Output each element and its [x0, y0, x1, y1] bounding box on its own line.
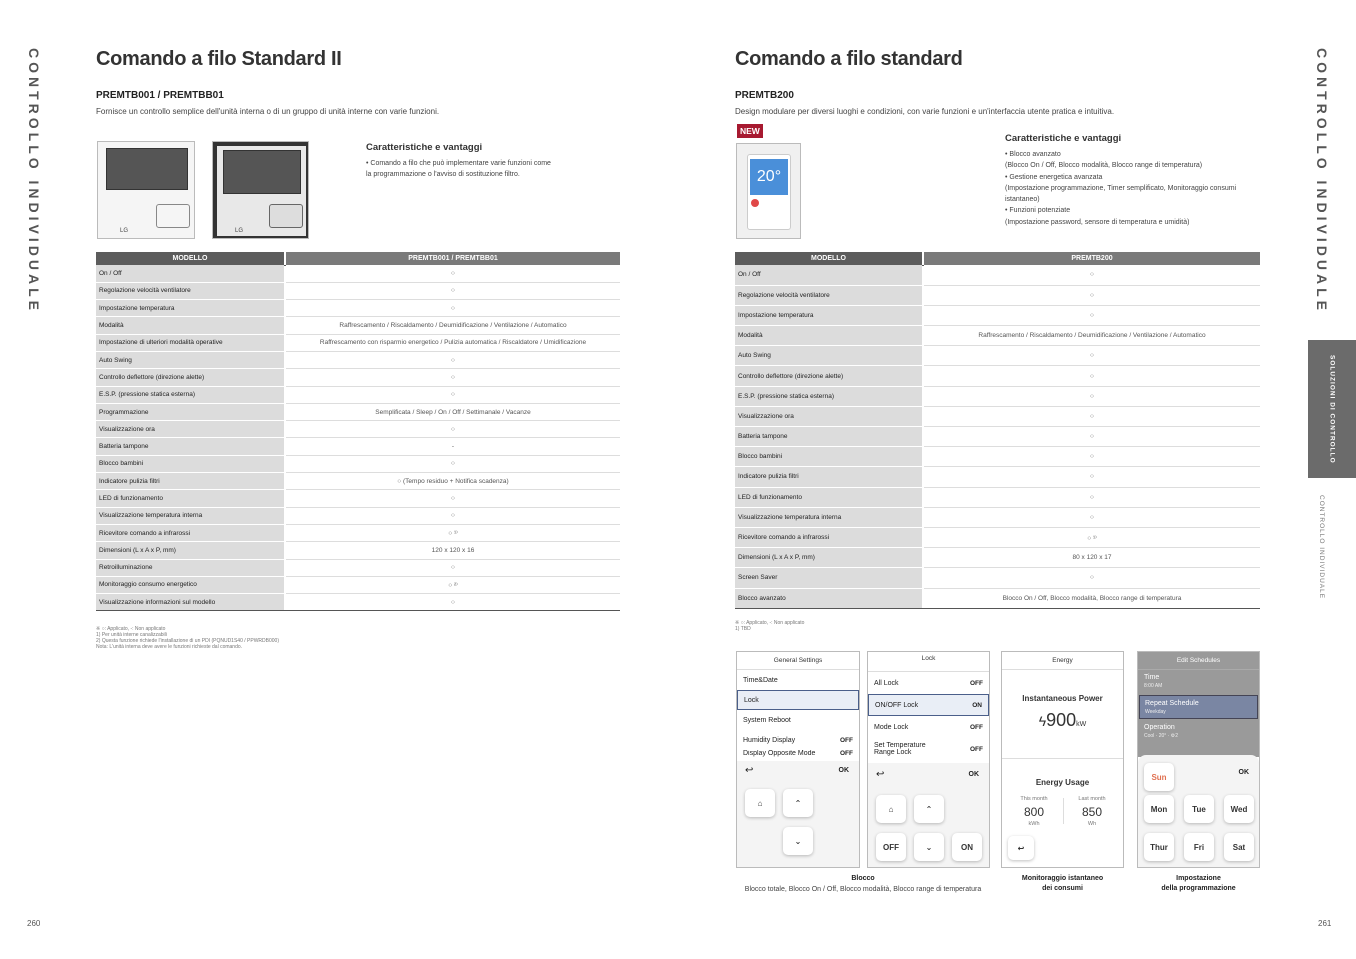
table-row [96, 542, 620, 559]
right-spec-table [735, 252, 1260, 609]
feature-value: Semplificata / Sleep / On / Off / Settimanale / Vacanze [286, 403, 620, 420]
side-tab-active[interactable]: SOLUZIONI DI CONTROLLO [1308, 340, 1356, 478]
feature-value: ○ (Tempo residuo + Notifica scadenza) [286, 473, 620, 490]
day-button-wed[interactable]: Wed [1224, 795, 1254, 823]
chevron-up-icon[interactable]: ⌃ [914, 795, 944, 823]
right-page-title: Comando a filo standard [735, 48, 963, 70]
off-button[interactable]: OFF [876, 833, 906, 861]
feature-value: ○ [286, 594, 620, 611]
table-row [735, 285, 1260, 305]
table-row [96, 369, 620, 386]
device-image-black [212, 141, 309, 239]
table-row [735, 265, 1260, 285]
feature-label: Controllo deflettore (direzione alette) [96, 369, 284, 386]
feature-label: Controllo deflettore (direzione alette) [735, 366, 922, 386]
table-row [735, 527, 1260, 547]
table-row [735, 467, 1260, 487]
power-icon [751, 199, 759, 207]
operation-label: Operation [1144, 724, 1175, 731]
feature-label: Batteria tampone [735, 427, 922, 447]
lock-row[interactable]: Set Temperature Range Lock OFF [874, 742, 983, 756]
device-body [747, 154, 791, 230]
feature-label: LED di funzionamento [735, 487, 922, 507]
right-features-title: Caratteristiche e vantaggi [1005, 133, 1122, 144]
table-header-product: PREMTB200 [924, 252, 1260, 265]
screen-lock [867, 651, 990, 868]
left-page-number: 260 [27, 919, 41, 928]
instantaneous-power-value: ϟ900kW [1038, 710, 1087, 730]
table-row [735, 588, 1260, 608]
left-model-code: PREMTB001 / PREMTBB01 [96, 90, 224, 101]
feature-label: Auto Swing [96, 351, 284, 368]
setting-row[interactable]: Display Opposite Mode OFF [743, 750, 853, 757]
lcd-screen [106, 148, 188, 190]
divider [1063, 798, 1064, 824]
screen-edit-schedules [1137, 651, 1260, 868]
table-row [96, 300, 620, 317]
left-features-list: • Comando a filo che può implementare varie funzioni come la programmazione o l'avviso di sostituzione filtro. [366, 160, 551, 179]
chevron-up-icon[interactable]: ⌃ [783, 789, 813, 817]
feature-label: Ricevitore comando a infrarossi [96, 524, 284, 541]
feature-label: Ricevitore comando a infrarossi [735, 527, 922, 547]
feature-value: Raffrescamento / Riscaldamento / Deumidificazione / Ventilazione / Automatico [924, 326, 1260, 346]
setting-row[interactable]: Time&Date [743, 676, 778, 684]
home-icon[interactable]: ⌂ [745, 789, 775, 817]
feature-value: ○ [286, 369, 620, 386]
feature-value: ○ [924, 366, 1260, 386]
day-picker [1138, 755, 1259, 867]
feature-value: Blocco On / Off, Blocco modalità, Blocco range di temperatura [924, 588, 1260, 608]
feature-value: ○ ¹⁾ [286, 524, 620, 541]
right-page-number: 261 [1318, 919, 1332, 928]
lock-row-selected[interactable]: ON/OFF Lock ON [868, 694, 989, 716]
feature-label: Screen Saver [735, 568, 922, 588]
feature-value: ○ [924, 265, 1260, 285]
table-row [96, 576, 620, 593]
table-row [96, 403, 620, 420]
feature-value: ○ [286, 265, 620, 282]
table-row [735, 305, 1260, 325]
back-icon[interactable]: ↩ [876, 769, 885, 780]
time-label: Time [1144, 674, 1160, 681]
caption-blocco: Blocco [851, 875, 875, 882]
this-month-value: 800 [1023, 805, 1045, 819]
feature-label: Regolazione velocità ventilatore [96, 282, 284, 299]
device-image-premtb200 [736, 143, 801, 239]
feature-label: Impostazione temperatura [96, 300, 284, 317]
feature-label: Impostazione di ulteriori modalità operative [96, 334, 284, 351]
day-button-fri[interactable]: Fri [1184, 833, 1214, 861]
lg-logo: LG [120, 228, 129, 234]
chevron-down-icon[interactable]: ⌄ [914, 833, 944, 861]
right-notes: ※ ○: Applicato, -: Non applicato 1) TBD [735, 620, 805, 632]
feature-label: On / Off [735, 265, 922, 285]
table-row [735, 366, 1260, 386]
feature-label: Blocco avanzato [735, 588, 922, 608]
feature-label: Visualizzazione temperatura interna [735, 507, 922, 527]
energy-usage-label: Energy Usage [1035, 778, 1090, 787]
home-icon[interactable]: ⌂ [876, 795, 906, 823]
table-row [735, 568, 1260, 588]
screen-general-settings [736, 651, 860, 868]
back-icon[interactable]: ↩ [745, 765, 754, 776]
feature-label: E.S.P. (pressione statica esterna) [735, 386, 922, 406]
table-row [735, 487, 1260, 507]
right-features-list: • Blocco avanzato (Blocco On / Off, Blocco modalità, Blocco range di temperatura) • Gestione energetica avanzata (Impostazione programmazione, Timer semplificato, Monitoraggio consumi istantaneo) • Funzioni potenziate (Impostazione password, sensore di temperatura e umidità) [1005, 151, 1237, 226]
time-value: 8:00 AM [1144, 683, 1163, 689]
feature-label: Visualizzazione temperatura interna [96, 507, 284, 524]
back-icon[interactable]: ↩ [1008, 836, 1034, 860]
table-row [735, 406, 1260, 426]
screen-title: Lock [868, 652, 989, 672]
divider [1002, 758, 1123, 759]
setting-row-selected[interactable]: Lock [737, 690, 859, 710]
feature-value: ○ [924, 568, 1260, 588]
feature-value: ○ [924, 427, 1260, 447]
feature-value: ○ [924, 346, 1260, 366]
chevron-down-icon[interactable]: ⌄ [783, 827, 813, 855]
table-row [96, 265, 620, 282]
day-button-sun[interactable]: Sun [1144, 763, 1174, 791]
table-row [735, 326, 1260, 346]
feature-value: ○ [286, 421, 620, 438]
right-model-code: PREMTB200 [735, 90, 794, 101]
feature-label: Impostazione temperatura [735, 305, 922, 325]
ok-button[interactable]: OK [1238, 769, 1249, 776]
feature-value: Raffrescamento / Riscaldamento / Deumidificazione / Ventilazione / Automatico [286, 317, 620, 334]
lock-row[interactable]: All Lock OFF [874, 679, 983, 687]
lg-logo: LG [235, 228, 244, 234]
last-month-unit: Wh [1087, 821, 1097, 827]
operation-value: Cool · 20° · ⚙2 [1144, 733, 1178, 739]
feature-label: Retroilluminazione [96, 559, 284, 576]
left-notes: ※ ○: Applicato, -: Non applicato 1) Per unità interne canalizzabili 2) Questa funzione richiede l'installazione di un PDI (PQNUD1S40 / PPWRDB000) Nota: L'unità interna deve avere le funzioni richieste dal comando. [96, 626, 279, 650]
feature-value: ○ ²⁾ [286, 576, 620, 593]
left-spec-table [96, 252, 620, 611]
table-row [735, 447, 1260, 467]
instantaneous-power-label: Instantaneous Power [1022, 694, 1103, 703]
this-month-unit: kWh [1028, 821, 1040, 827]
feature-label: Modalità [96, 317, 284, 334]
button-panel [156, 204, 190, 228]
feature-label: Visualizzazione informazioni sul modello [96, 594, 284, 611]
feature-value: ○ [286, 507, 620, 524]
right-description: Design modulare per diversi luoghi e condizioni, con varie funzioni e un'interfaccia utente pratica e intuitiva. [735, 107, 1115, 116]
new-badge: NEW [737, 124, 763, 138]
table-row [96, 351, 620, 368]
screen-title: General Settings [737, 652, 859, 670]
table-row [96, 559, 620, 576]
button-panel [269, 204, 303, 228]
table-row [735, 507, 1260, 527]
table-row [96, 473, 620, 490]
feature-label: E.S.P. (pressione statica esterna) [96, 386, 284, 403]
table-row [96, 594, 620, 611]
feature-value: ○ [924, 406, 1260, 426]
day-button-mon[interactable]: Mon [1144, 795, 1174, 823]
feature-label: Monitoraggio consumo energetico [96, 576, 284, 593]
feature-label: Dimensioni (L x A x P, mm) [735, 548, 922, 568]
feature-label: Visualizzazione ora [96, 421, 284, 438]
left-description: Fornisce un controllo semplice dell'unità interna o di un gruppo di unità interne con varie funzioni. [96, 107, 440, 116]
setting-row[interactable]: Humidity Display OFF [743, 736, 853, 744]
screen-title: Energy [1002, 652, 1123, 670]
button-area [737, 761, 859, 867]
side-tab-inactive[interactable]: CONTROLLO INDIVIDUALE [1318, 495, 1325, 600]
repeat-schedule-row[interactable]: Repeat Schedule Weekday [1139, 695, 1258, 719]
lightning-icon: ϟ [1038, 713, 1047, 729]
feature-label: Indicatore pulizia filtri [735, 467, 922, 487]
table-row [96, 317, 620, 334]
lock-row[interactable]: Mode Lock OFF [874, 723, 983, 731]
button-area [868, 763, 989, 867]
feature-value: ○ ¹⁾ [924, 527, 1260, 547]
feature-value: 80 x 120 x 17 [924, 548, 1260, 568]
caption-blocco-sub: Blocco totale, Blocco On / Off, Blocco modalità, Blocco range di temperatura [744, 886, 982, 893]
feature-label: Blocco bambini [735, 447, 922, 467]
screen-title: Edit Schedules [1138, 652, 1259, 670]
feature-value: ○ [924, 487, 1260, 507]
table-header-model: MODELLO [735, 252, 922, 265]
feature-label: Auto Swing [735, 346, 922, 366]
table-header-model: MODELLO [96, 252, 284, 265]
table-row [96, 490, 620, 507]
table-row [735, 346, 1260, 366]
device-image-white [97, 141, 195, 239]
last-month-value: 850 [1081, 805, 1103, 819]
table-row [96, 455, 620, 472]
ok-button[interactable]: OK [968, 771, 979, 778]
side-label-left: CONTROLLO INDIVIDUALE [26, 48, 42, 314]
caption-monitoraggio: Monitoraggio istantaneo dei consumi [1021, 875, 1104, 892]
last-month-label: Last month [1078, 796, 1106, 802]
feature-value: ○ [924, 447, 1260, 467]
feature-label: On / Off [96, 265, 284, 282]
left-features-title: Caratteristiche e vantaggi [366, 142, 483, 153]
feature-value: ○ [924, 386, 1260, 406]
feature-label: Modalità [735, 326, 922, 346]
feature-label: LED di funzionamento [96, 490, 284, 507]
table-row [96, 421, 620, 438]
table-row [96, 507, 620, 524]
table-row [735, 548, 1260, 568]
feature-value: ○ [286, 386, 620, 403]
table-row [735, 427, 1260, 447]
feature-label: Indicatore pulizia filtri [96, 473, 284, 490]
table-row [735, 386, 1260, 406]
ok-button[interactable]: OK [838, 767, 849, 774]
feature-label: Visualizzazione ora [735, 406, 922, 426]
feature-value: ○ [924, 305, 1260, 325]
feature-value: ○ [286, 351, 620, 368]
feature-value: ○ [924, 507, 1260, 527]
left-page-title: Comando a filo Standard II [96, 48, 342, 70]
feature-label: Batteria tampone [96, 438, 284, 455]
lcd-screen [223, 150, 301, 194]
feature-value: - [286, 438, 620, 455]
day-button-sat[interactable]: Sat [1224, 833, 1254, 861]
on-button[interactable]: ON [952, 833, 982, 861]
feature-label: Dimensioni (L x A x P, mm) [96, 542, 284, 559]
feature-value: ○ [924, 285, 1260, 305]
table-header-product: PREMTB001 / PREMTBB01 [286, 252, 620, 265]
feature-value: ○ [286, 490, 620, 507]
feature-label: Programmazione [96, 403, 284, 420]
feature-value: ○ [924, 467, 1260, 487]
table-row [96, 438, 620, 455]
setting-row[interactable]: System Reboot [743, 716, 791, 724]
feature-value: 120 x 120 x 16 [286, 542, 620, 559]
caption-programmazione: Impostazione della programmazione [1161, 875, 1236, 892]
screen-energy [1001, 651, 1124, 868]
side-label-right: CONTROLLO INDIVIDUALE [1314, 48, 1330, 314]
table-row [96, 524, 620, 541]
day-button-thur[interactable]: Thur [1144, 833, 1174, 861]
this-month-label: This month [1020, 796, 1048, 802]
feature-value: Raffrescamento con risparmio energetico / Pulizia automatica / Riscaldatore / Umidificazione [286, 334, 620, 351]
feature-value: ○ [286, 282, 620, 299]
table-row [96, 334, 620, 351]
table-row [96, 386, 620, 403]
temperature-display: 20° [750, 159, 788, 195]
feature-label: Blocco bambini [96, 455, 284, 472]
feature-value: ○ [286, 300, 620, 317]
feature-label: Regolazione velocità ventilatore [735, 285, 922, 305]
feature-value: ○ [286, 455, 620, 472]
day-button-tue[interactable]: Tue [1184, 795, 1214, 823]
feature-value: ○ [286, 559, 620, 576]
table-row [96, 282, 620, 299]
